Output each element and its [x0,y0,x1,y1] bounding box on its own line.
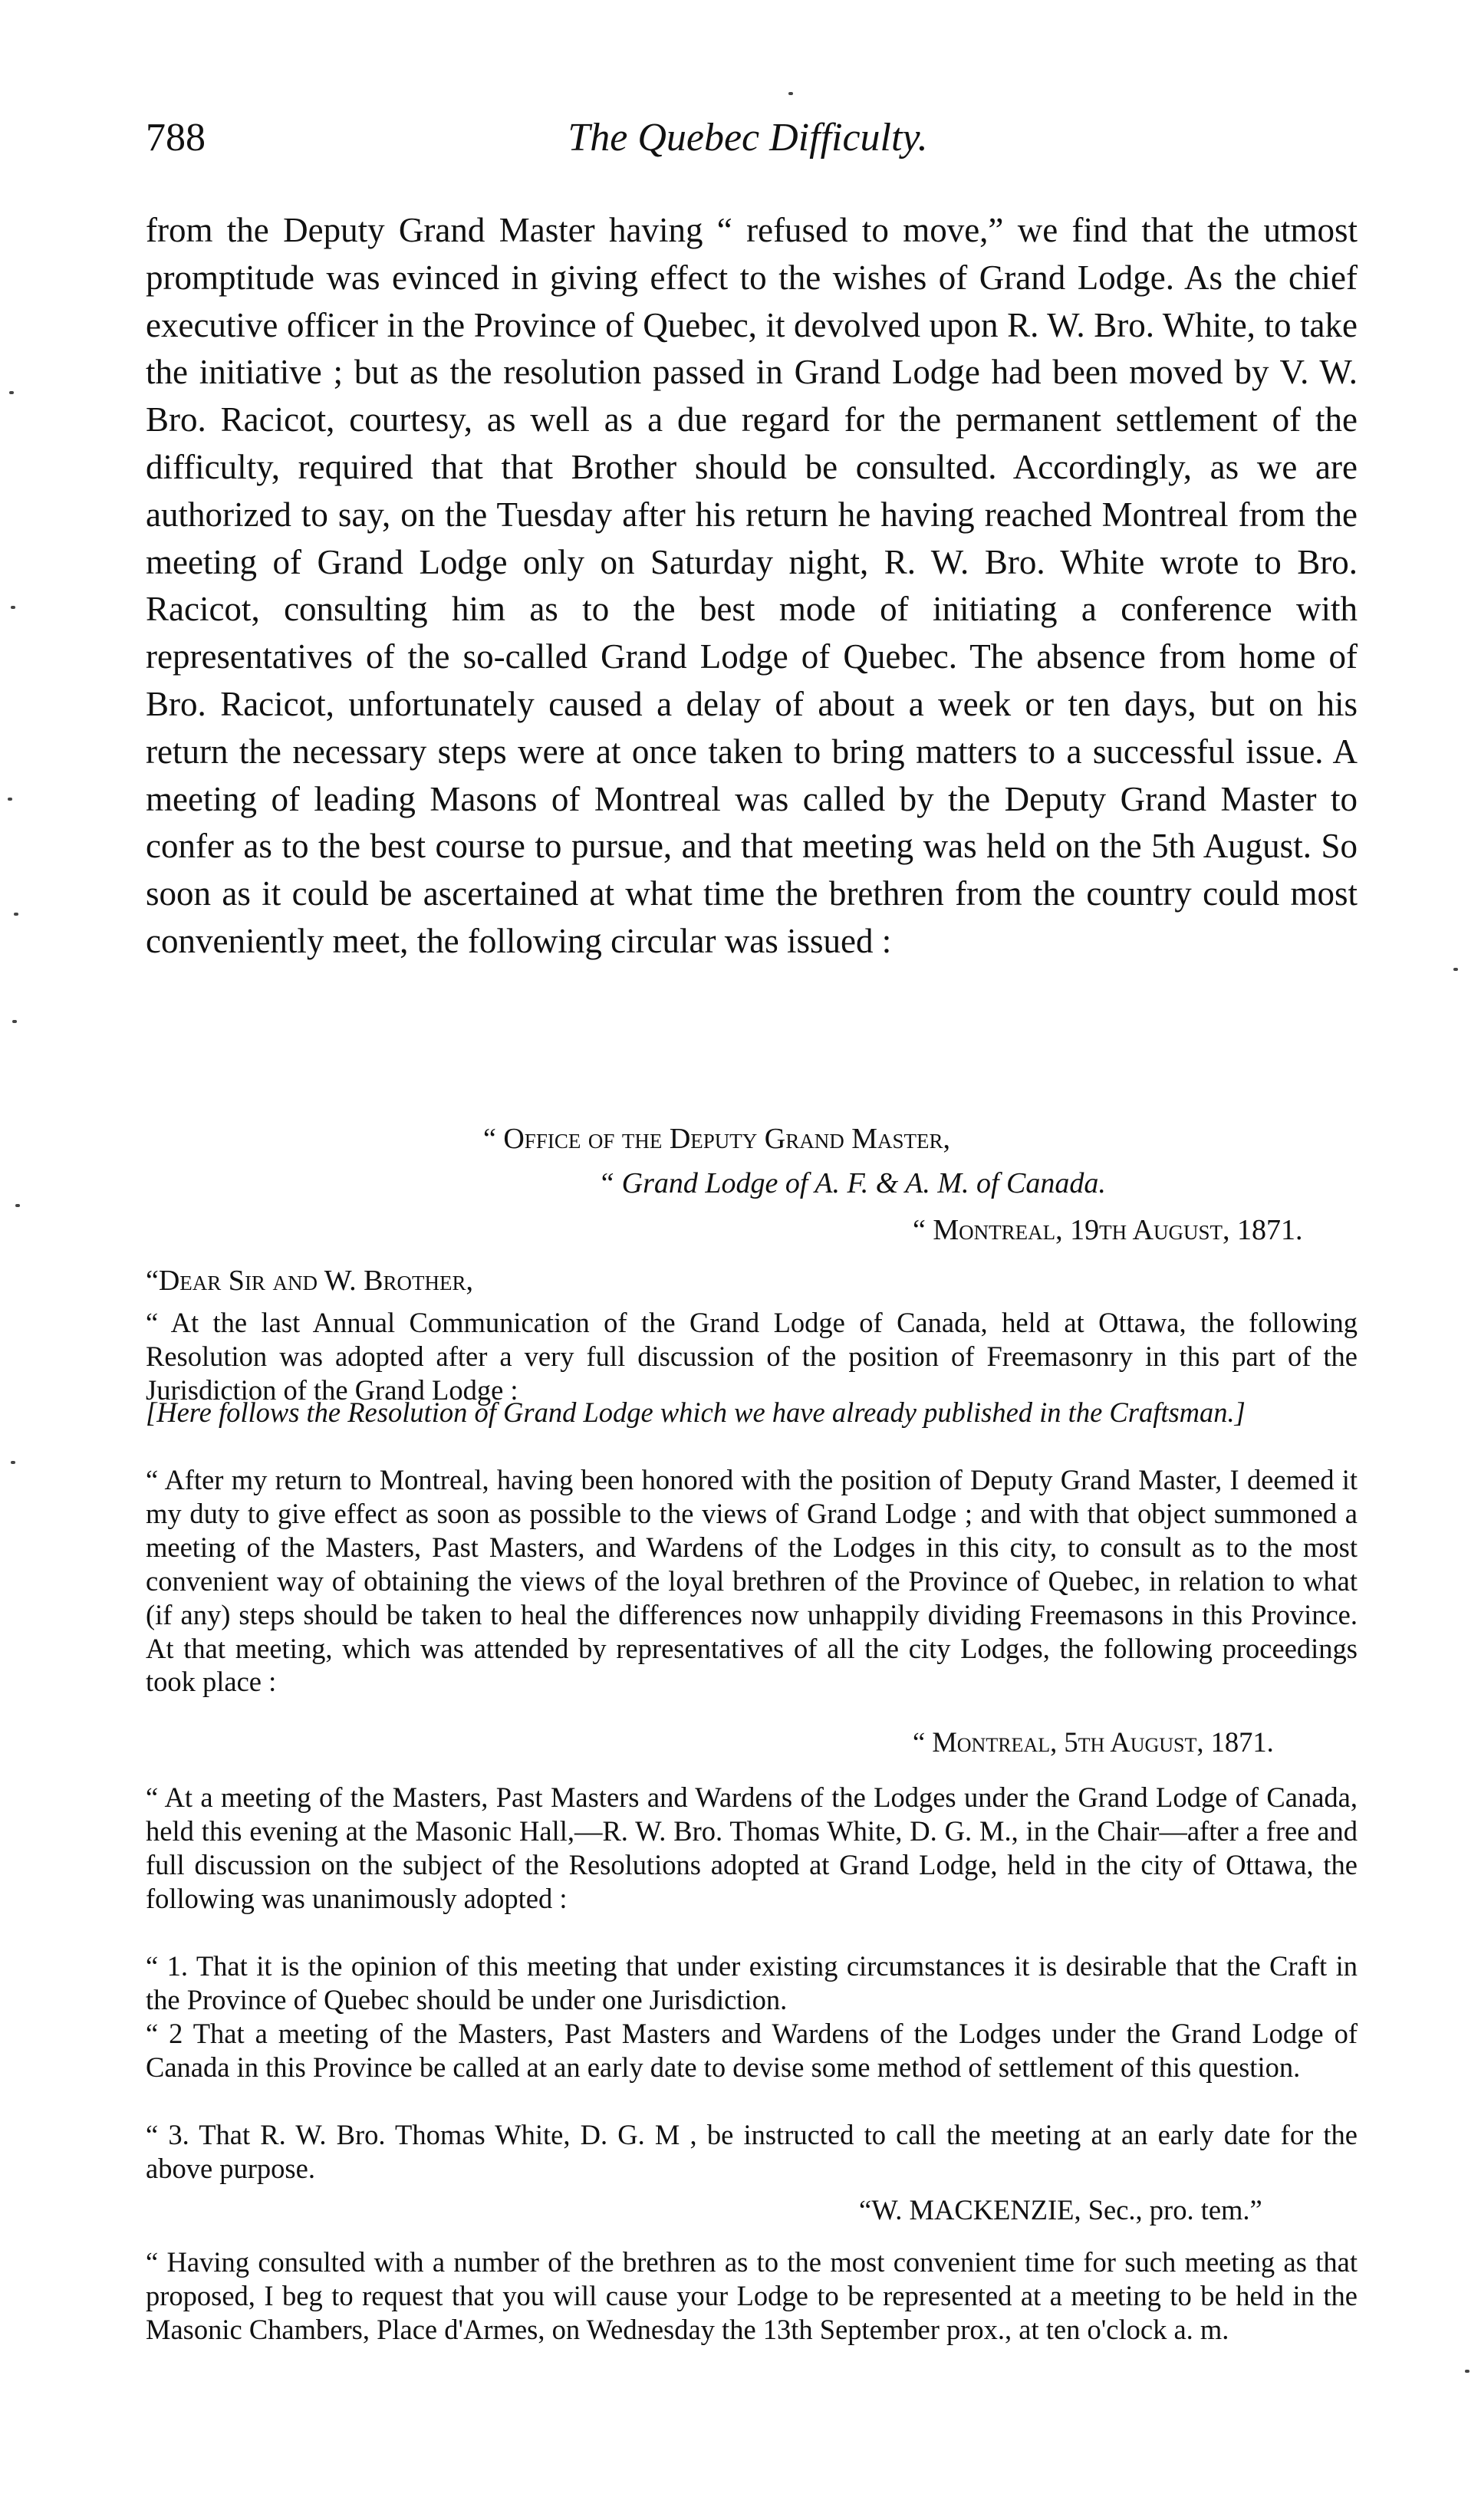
circular-lodge-line: “ Grand Lodge of A. F. & A. M. of Canada. [598,1167,1106,1199]
scan-speck [15,1204,20,1207]
scan-speck [14,913,18,916]
letter-paragraph-1 [146,1306,1358,1407]
resolution-text: “ 1. That it is the opinion of this meeting that under existing circumstances it is desirable that the Craft in the Province of Quebec should be under one Jurisdiction. [146,1950,1358,2015]
resolution-2 [146,2017,1358,2084]
scan-speck [1465,2370,1469,2373]
resolution-text: “ 3. That R. W. Bro. Thomas White, D. G. M , be instructed to call the meeting at an early date for the above purpose. [146,2119,1358,2184]
page-header [146,115,1350,176]
resolution-3 [146,2118,1358,2186]
letter-paragraph-3 [146,2245,1358,2347]
minutes-text: “ At a meeting of the Masters, Past Masters and Wardens of the Lodges under the Grand Lodge of Canada, held this evening at the Masonic Hall,—R. W. Bro. Thomas White, D. G. M., in the Chair—after a free and full discussion on the subject of the Resolutions adopted at Grand Lodge, held in the city of Ottawa, the following was unanimously adopted : [146,1781,1358,1914]
editorial-note [146,1396,1358,1429]
body-paragraph [146,207,1358,966]
letter-text: “ At the last Annual Communication of the Grand Lodge of Canada, held at Ottawa, the following Resolution was adopted after a very full discussion of the position of Freemasonry in this part of the Jurisdiction of the Grand Lodge : [146,1307,1358,1406]
circular-place-date: “ Montreal, 19th August, 1871. [913,1214,1303,1246]
running-title: The Quebec Difficulty. [568,116,928,160]
resolution-text: “ 2 That a meeting of the Masters, Past Masters and Wardens of the Lodges under the Grand Lodge of Canada in this Province be called at an early date to devise some method of settlement of this question. [146,2018,1358,2083]
circular-office-line: “ Office of the Deputy Grand Master, [483,1123,951,1155]
scan-speck [11,606,15,609]
scan-speck [788,92,793,95]
body-text: from the Deputy Grand Master having “ refused to move,” we find that the utmost promptitude was evinced in giving effect to the wishes of Grand Lodge. As the chief executive officer in the Province of Quebec, it devolved upon R. W. Bro. White, to take the initiative ; but as the resolution passed in Grand Lodge had been moved by V. W. Bro. Racicot, courtesy, as well as a due regard for the permanent settlement of the difficulty, required that that Brother should be consulted. Accordingly, as we are authorized to say, on the Tuesday after his return he having reached Montreal from the meeting of Grand Lodge only on Saturday night, R. W. Bro. White wrote to Bro. Racicot, consulting him as to the best mode of initiating a conference with representatives of the so-called Grand Lodge of Quebec. The absence from home of Bro. Racicot, unfortunately caused a delay of about a week or ten days, but on his return the necessary steps were at once taken to bring matters to a successful issue. A meeting of leading Masons of Montreal was called by the Deputy Grand Master to confer as to the best course to pursue, and that meeting was held on the 5th August. So soon as it could be ascertained at what time the brethren from the country could most conveniently meet, the following circular was issued : [146,211,1358,960]
letter-text: “ After my return to Montreal, having been honored with the position of Deputy Grand Master, I deemed it my duty to give effect as soon as possible to the views of Grand Lodge ; and with that object summoned a meeting of the Masters, Past Masters, and Wardens of the Lodges in this city, to consult as to the most convenient way of obtaining the views of the loyal brethren of the Province of Quebec, in relation to what (if any) steps should be taken to heal the differences now unhappily dividing Freemasons in this Province. At that meeting, which was attended by representatives of all the city Lodges, the following proceedings took place : [146,1464,1358,1698]
scan-speck [9,391,14,394]
resolution-1 [146,1949,1358,2017]
scan-speck [12,1020,17,1023]
letter-paragraph-2 [146,1463,1358,1699]
scan-speck [1453,968,1458,971]
editorial-note-text: [Here follows the Resolution of Grand Lodge which we have already published in the Craftsman.] [146,1397,1246,1428]
page-number: 788 [146,116,206,160]
salutation: “Dear Sir and W. Brother, [146,1265,473,1297]
letter-text: “ Having consulted with a number of the brethren as to the most convenient time for such meeting as that proposed, I beg to request that you will cause your Lodge to be represented at a meeting to be held in the Masonic Chambers, Place d'Armes, on Wednesday the 13th September prox., at ten o'clock a. m. [146,2246,1358,2345]
signature-line: “W. MACKENZIE, Sec., pro. tem.” [859,2194,1262,2226]
scan-speck [11,1461,15,1464]
scan-speck [8,798,12,801]
minutes-paragraph [146,1781,1358,1916]
minutes-date: “ Montreal, 5th August, 1871. [913,1726,1274,1758]
